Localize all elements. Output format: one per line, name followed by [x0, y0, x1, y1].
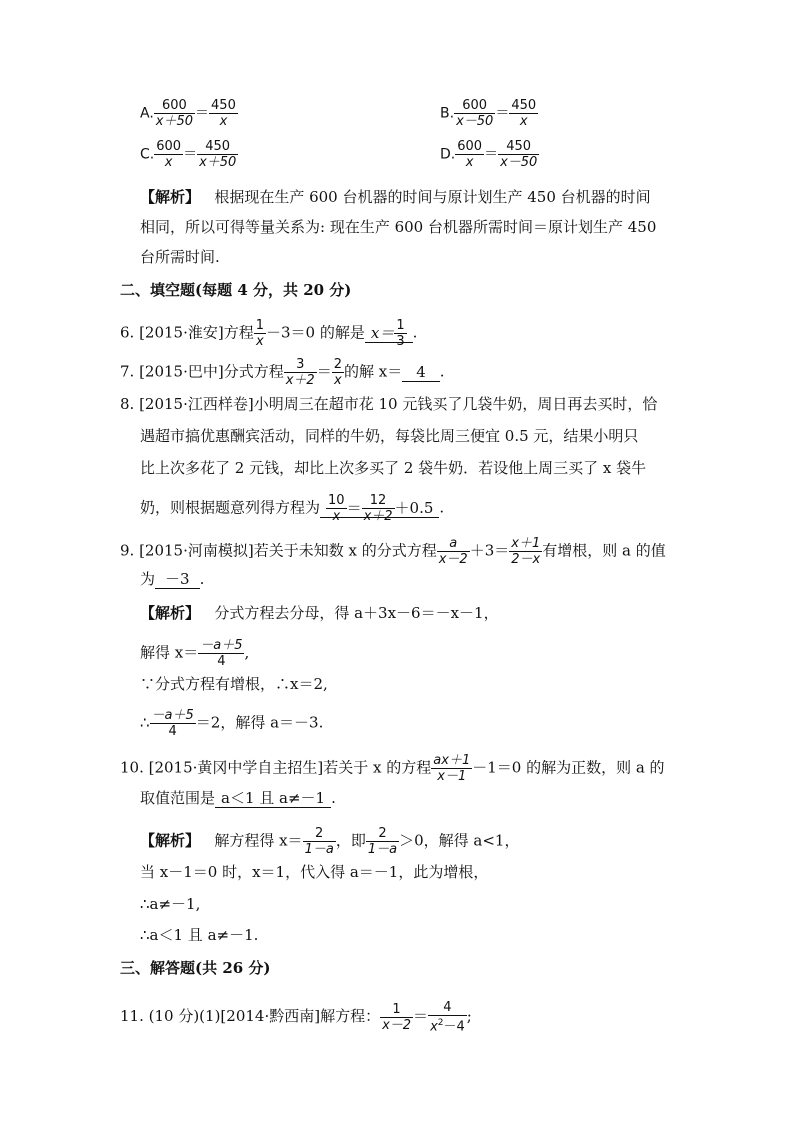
equals-sign: ＝ [346, 498, 362, 517]
question-text: . [199, 570, 205, 588]
analysis-text: 分式方程去分母，得 a＋3x－6＝－x－1， [214, 604, 499, 622]
fraction [154, 98, 195, 129]
denominator: 2－x [511, 552, 541, 567]
denominator: x [326, 508, 347, 524]
question-8-line1: 8. [2015·江西样卷]小明周三在超市花 10 元钱买了几袋牛奶，周日再去买时，恰 [120, 395, 658, 413]
denominator: x＋50 [199, 155, 237, 170]
question-text: ＋3＝ [469, 541, 510, 560]
denominator: 4 [198, 653, 244, 669]
denominator: x－50 [456, 114, 494, 129]
analysis-text: ，即 [335, 831, 366, 850]
exponent: 2 [437, 1018, 444, 1028]
equals-sign: ＝ [316, 362, 332, 381]
numerator: 450 [511, 98, 537, 113]
denominator: x－1 [431, 768, 472, 784]
q5-analysis-line2 [140, 217, 656, 237]
fraction [366, 826, 399, 857]
numerator: 450 [211, 98, 236, 113]
option-label: B. [440, 105, 455, 122]
fraction [150, 708, 196, 739]
denominator-tail: －4 [443, 1019, 465, 1035]
q9-analysis-line2 [140, 638, 249, 669]
fraction [197, 139, 238, 170]
fraction [455, 139, 484, 170]
question-text: 有增根，则 a 的值 [542, 541, 666, 560]
fraction [498, 139, 539, 170]
fraction [428, 1000, 467, 1034]
analysis-tag: 【解析】 [140, 188, 201, 206]
numerator: －a＋5 [200, 638, 243, 653]
question-10-line1 [120, 753, 665, 784]
fraction [394, 318, 406, 349]
fraction [509, 98, 538, 129]
question-text: －3＝0 的解是 [266, 323, 365, 342]
denominator: x [254, 333, 266, 349]
numerator: 600 [161, 98, 187, 113]
denominator: x－2 [438, 552, 468, 567]
answer-blank[interactable]: 4 [402, 363, 440, 382]
option-b[interactable] [440, 98, 538, 129]
analysis-tag: 【解析】 [140, 604, 201, 622]
numerator: 2 [378, 826, 387, 841]
analysis-text: 根据现在生产 600 台机器的时间与原计划生产 450 台机器的时间 [214, 188, 651, 206]
question-text: . [412, 323, 418, 342]
analysis-text: ＞0，解得 a<1， [399, 831, 520, 850]
numerator: 10 [328, 493, 345, 508]
fraction [254, 318, 266, 349]
question-text: 7. [2015·巴中]分式方程 [120, 362, 284, 381]
q5-analysis-line3 [140, 247, 220, 267]
question-text: 11. (10 分)(1)[2014·黔西南]解方程： [120, 1007, 381, 1026]
fraction [509, 536, 542, 567]
q10-analysis-line1 [140, 826, 519, 857]
q9-analysis-line3: ∵分式方程有增根，∴x＝2, [140, 675, 328, 693]
numerator: 3 [296, 357, 305, 372]
numerator: 600 [156, 139, 182, 154]
fraction [362, 493, 395, 524]
fraction [380, 1002, 413, 1033]
fraction [284, 357, 317, 388]
equals-sign: ＝ [183, 146, 198, 163]
option-c[interactable] [140, 139, 238, 170]
analysis-text: 相同，所以可得等量关系为: 现在生产 600 台机器所需时间＝原计划生产 450 [140, 218, 657, 236]
analysis-text: ＝2，解得 a＝－3. [195, 713, 324, 732]
denominator: x [509, 113, 538, 129]
option-label: C. [140, 146, 155, 163]
question-6 [120, 318, 417, 349]
option-label: D. [440, 146, 456, 163]
fraction [209, 98, 238, 129]
question-text: 为 [140, 570, 156, 588]
analysis-tag: 【解析】 [140, 831, 201, 850]
numerator: 450 [506, 139, 532, 154]
question-10-line2 [140, 788, 336, 808]
fraction [154, 139, 183, 170]
q9-analysis-line4 [140, 708, 323, 739]
answer-blank[interactable] [365, 318, 413, 349]
denominator: x－50 [500, 155, 538, 170]
denominator: x [455, 154, 484, 170]
denominator: 1－a [367, 842, 398, 857]
question-11 [120, 1000, 472, 1034]
numerator: 1 [255, 318, 265, 333]
analysis-text: , [244, 643, 250, 662]
question-text: 取值范围是 [140, 789, 216, 807]
q10-analysis-line4: ∴a＜1 且 a≠－1. [140, 926, 259, 944]
fraction [198, 638, 244, 669]
option-d[interactable] [440, 139, 539, 170]
numerator: 4 [443, 1000, 452, 1015]
fraction [326, 493, 347, 524]
analysis-text: ∴ [140, 713, 150, 732]
equals-sign: ＝ [413, 1007, 429, 1026]
denominator: 4 [150, 723, 196, 739]
question-text: 10. [2015·黄冈中学自主招生]若关于 x 的方程 [120, 758, 432, 777]
fraction [332, 357, 344, 388]
numerator: ax＋1 [433, 753, 471, 768]
answer-text: ＋0.5 [394, 498, 434, 517]
denominator [428, 1015, 467, 1034]
denominator: x [332, 372, 344, 388]
question-text: . [331, 789, 336, 807]
question-text: . [439, 498, 445, 517]
equals-sign: ＝ [495, 105, 510, 122]
numerator: 450 [205, 139, 231, 154]
numerator: －a＋5 [151, 708, 194, 723]
q10-analysis-line2: 当 x－1＝0 时，x＝1，代入得 a＝－1，此为增根， [140, 863, 489, 881]
denominator: x＋50 [155, 114, 194, 129]
answer-blank[interactable]: －3 [155, 570, 200, 589]
analysis-text: 台所需时间. [140, 248, 220, 266]
question-9-line2 [140, 569, 204, 589]
q5-analysis-line1 [140, 187, 651, 207]
numerator: 1 [392, 1001, 401, 1017]
analysis-text: 解得 x＝ [140, 643, 199, 662]
question-text: 6. [2015·淮安]方程 [120, 323, 254, 342]
question-7 [120, 357, 445, 388]
question-8-line4 [140, 493, 444, 524]
numerator: 600 [457, 139, 483, 154]
variable: x [430, 1019, 438, 1035]
fraction [303, 826, 336, 857]
numerator: 12 [369, 493, 387, 508]
q10-analysis-line3: ∴a≠－1, [140, 895, 201, 913]
question-9-line1 [120, 536, 666, 567]
numerator: 2 [315, 826, 324, 841]
denominator: x [154, 154, 183, 170]
question-text: 的解 x＝ [344, 362, 403, 381]
denominator: x－2 [382, 1017, 412, 1033]
equals-sign: ＝ [484, 146, 499, 163]
denominator: x＋2 [363, 509, 393, 524]
section-heading-solve: 三、解答题(共 26 分) [120, 959, 271, 977]
question-text: 9. [2015·河南模拟]若关于未知数 x 的分式方程 [120, 541, 437, 560]
option-a[interactable] [140, 98, 238, 129]
question-text: －1＝0 的解为正数，则 a 的 [472, 758, 665, 777]
denominator: 3 [396, 334, 405, 349]
option-label: A. [140, 105, 154, 122]
numerator: 600 [462, 98, 488, 113]
numerator: x＋1 [511, 536, 541, 551]
q9-analysis-line1 [140, 603, 499, 623]
equals-sign: ＝ [195, 105, 210, 122]
denominator: 1－a [304, 842, 334, 857]
fraction [454, 98, 495, 129]
numerator: a [449, 536, 458, 551]
question-text: . [439, 362, 445, 381]
section-heading-fill-in: 二、填空题(每题 4 分，共 20 分) [120, 281, 352, 299]
answer-text: x＝ [370, 323, 395, 342]
numerator: 2 [333, 357, 342, 372]
denominator: x [209, 113, 238, 129]
answer-blank[interactable] [320, 493, 439, 524]
numerator: 1 [396, 318, 405, 333]
question-8-line2: 遇超市搞优惠酬宾活动，同样的牛奶，每袋比周三便宜 0.5 元，结果小明只 [140, 427, 639, 445]
fraction [437, 536, 470, 567]
analysis-text: 解方程得 x＝ [214, 831, 303, 850]
question-text: 奶，则根据题意列得方程为 [140, 498, 321, 517]
question-text: ; [466, 1007, 472, 1026]
denominator: x＋2 [285, 373, 315, 388]
question-8-line3: 比上次多花了 2 元钱，却比上次多买了 2 袋牛奶．若设他上周三买了 x 袋牛 [140, 459, 647, 477]
fraction [431, 753, 472, 784]
answer-blank[interactable]: a＜1 且 a≠－1 [215, 789, 331, 808]
